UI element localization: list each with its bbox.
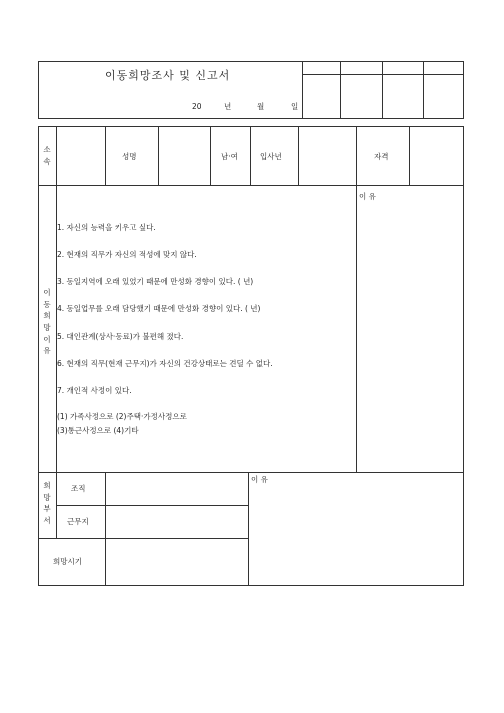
- approval-grid-line: [382, 61, 383, 119]
- approval-grid-line: [302, 74, 464, 75]
- reason-item-2: 2. 현재의 직무가 자신의 적성에 맞지 않다.: [57, 250, 197, 259]
- info-row-divider: [356, 126, 357, 185]
- info-row-divider: [210, 126, 211, 185]
- desired-location-label: 근무지: [67, 517, 89, 526]
- desired-time-field[interactable]: [106, 539, 247, 585]
- dept-label: 소속: [43, 145, 51, 166]
- approval-grid-line: [340, 61, 341, 119]
- date-month-unit: 월: [257, 102, 265, 111]
- reasons-reason-field[interactable]: [357, 205, 463, 471]
- name-field[interactable]: [159, 127, 209, 184]
- info-row-divider: [105, 126, 106, 185]
- hire-year-field[interactable]: [299, 127, 355, 184]
- desired-reason-field[interactable]: [249, 488, 463, 585]
- header-divider: [302, 61, 303, 119]
- info-row-divider: [56, 126, 57, 185]
- reasons-section-label: 이동희망이유: [43, 288, 51, 356]
- reason-item-3: 3. 동일지역에 오래 있었기 때문에 만성화 경향이 있다. ( 년): [57, 277, 254, 286]
- reason-item-6: 6. 현재의 직무(현재 근무지)가 자신의 건강상태로는 견딜 수 없다.: [57, 359, 273, 368]
- reason-item-4: 4. 동일업무를 오래 담당했기 때문에 만성화 경향이 있다. ( 년): [57, 304, 261, 313]
- gender-label: 남·여: [221, 152, 238, 161]
- approval-grid-line: [423, 61, 424, 119]
- info-row-divider: [250, 126, 251, 185]
- reasons-section-bottom: [38, 472, 464, 473]
- desired-location-field[interactable]: [106, 506, 247, 537]
- desired-section-label: 희망부서: [43, 481, 51, 525]
- date-day-unit: 일: [291, 102, 299, 111]
- qualification-field[interactable]: [410, 127, 463, 184]
- page-title: 이동희망조사 및 신고서: [105, 69, 231, 82]
- hire-year-label: 입사년: [260, 152, 282, 161]
- reason-sub-item-1: (1) 가족사정으로 (2)주택·가정사정으로: [57, 412, 187, 421]
- header-box: [38, 61, 464, 119]
- name-label: 성명: [122, 152, 137, 161]
- date-year: 20: [192, 102, 202, 111]
- info-row-bottom: [38, 185, 464, 186]
- reasons-reason-col-label: 이 유: [359, 192, 376, 201]
- desired-org-label: 조직: [71, 484, 86, 493]
- desired-time-label: 희망시기: [53, 557, 82, 566]
- reason-sub-item-2: (3)통근사정으로 (4)기타: [57, 426, 139, 435]
- desired-org-field[interactable]: [106, 473, 247, 504]
- qualification-label: 자격: [374, 152, 389, 161]
- date-year-unit: 년: [224, 102, 232, 111]
- reason-item-1: 1. 자신의 능력을 키우고 싶다.: [57, 223, 156, 232]
- reason-item-7: 7. 개인적 사정이 있다.: [57, 386, 132, 395]
- desired-reason-col-label: 이 유: [251, 475, 268, 484]
- reason-item-5: 5. 대인관계(상사·동료)가 불편해 졌다.: [57, 332, 184, 341]
